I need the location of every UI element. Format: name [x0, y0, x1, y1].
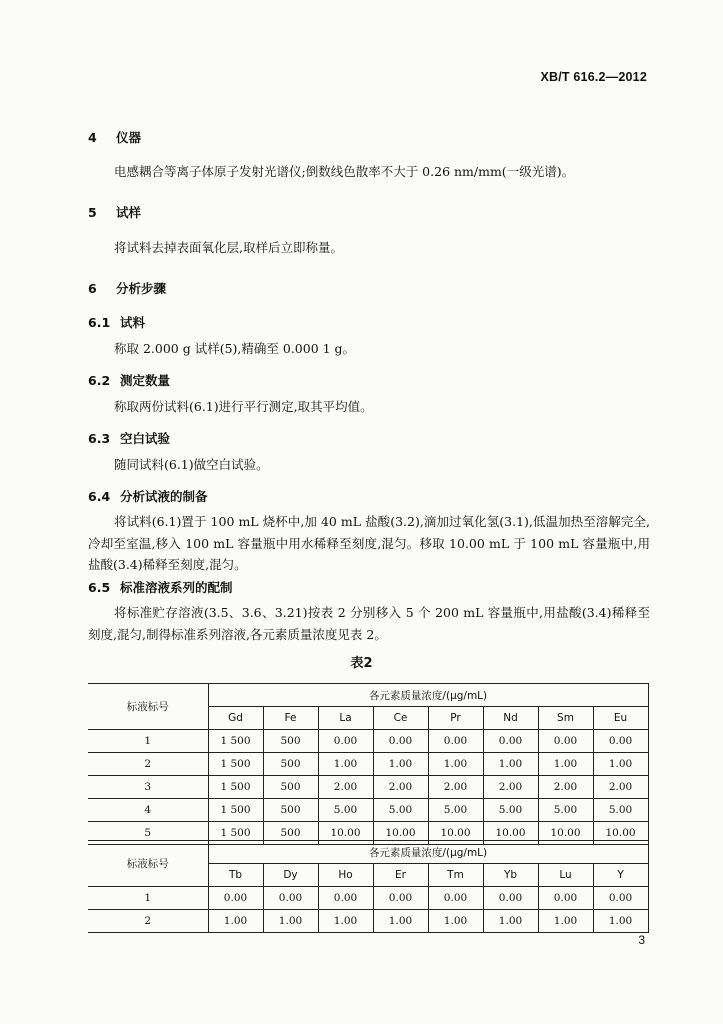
- row-id-cell: 2: [88, 910, 208, 933]
- element-header-cell: Tm: [428, 864, 483, 887]
- value-cell: 1 500: [208, 730, 263, 753]
- page-number: 3: [638, 933, 645, 947]
- section-6-4-text: 将试料(6.1)置于 100 mL 烧杯中,加 40 mL 盐酸(3.2),滴加过氧化氢(3.1),低温加热至溶解完全,冷却至室温,移入 100 mL 容量瓶中用水稀释至刻度,混匀。移取 10.00 mL 于 100 mL 容量瓶中,用盐酸(3.4)稀释至刻度,混匀。: [88, 514, 650, 572]
- table-row: [88, 730, 648, 753]
- value-cell: 1.00: [483, 910, 538, 933]
- section-title: 分析试液的制备: [120, 489, 208, 504]
- table-row: [88, 887, 648, 910]
- section-number: 6.5: [88, 580, 111, 595]
- value-cell: 0.00: [483, 730, 538, 753]
- section-4-text: 电感耦合等离子体原子发射光谱仪;倒数线色散率不大于 0.26 nm/mm(一级光谱)。: [114, 164, 575, 179]
- row-id-cell: 2: [88, 753, 208, 776]
- section-number: 6.1: [88, 315, 111, 330]
- section-6-3-heading: [88, 429, 170, 447]
- element-header-cell: Y: [593, 864, 648, 887]
- element-header-cell: Tb: [208, 864, 263, 887]
- value-cell: 1.00: [538, 753, 593, 776]
- row-header-cell: 标液标号: [88, 684, 208, 730]
- value-cell: 5.00: [538, 799, 593, 822]
- group-header-cell: 各元素质量浓度/(μg/mL): [208, 841, 648, 864]
- section-title: 空白试验: [120, 431, 171, 446]
- value-cell: 1.00: [318, 910, 373, 933]
- section-title: 试样: [116, 205, 142, 220]
- value-cell: 5.00: [373, 799, 428, 822]
- value-cell: 2.00: [483, 776, 538, 799]
- value-cell: 2.00: [538, 776, 593, 799]
- element-header-cell: Er: [373, 864, 428, 887]
- section-number: 6.2: [88, 373, 111, 388]
- value-cell: 10.00: [593, 822, 648, 845]
- value-cell: 500: [263, 822, 318, 845]
- element-header-cell: Yb: [483, 864, 538, 887]
- value-cell: 0.00: [538, 730, 593, 753]
- value-cell: 0.00: [593, 887, 648, 910]
- value-cell: 10.00: [428, 822, 483, 845]
- section-5-text: 将试料去掉表面氧化层,取样后立即称量。: [114, 240, 343, 255]
- element-header-cell: La: [318, 707, 373, 730]
- value-cell: 5.00: [593, 799, 648, 822]
- table-row: [88, 910, 648, 933]
- section-number: 6.4: [88, 489, 111, 504]
- value-cell: 1.00: [483, 753, 538, 776]
- value-cell: 1.00: [593, 753, 648, 776]
- section-6-5-text: 将标准贮存溶液(3.5、3.6、3.21)按表 2 分别移入 5 个 200 mL 容量瓶中,用盐酸(3.4)稀释至刻度,混匀,制得标准系列溶液,各元素质量浓度见表 2。: [88, 605, 650, 642]
- value-cell: 500: [263, 730, 318, 753]
- section-number: 4: [88, 130, 97, 145]
- value-cell: 0.00: [318, 887, 373, 910]
- value-cell: 0.00: [208, 887, 263, 910]
- value-cell: 1.00: [318, 753, 373, 776]
- value-cell: 5.00: [318, 799, 373, 822]
- section-number: 6.3: [88, 431, 111, 446]
- value-cell: 500: [263, 776, 318, 799]
- table-caption: 表2: [350, 656, 373, 671]
- value-cell: 1 500: [208, 822, 263, 845]
- section-6-heading: [88, 279, 166, 297]
- value-cell: 1.00: [428, 753, 483, 776]
- value-cell: 0.00: [318, 730, 373, 753]
- section-6-5-heading: [88, 578, 233, 596]
- value-cell: 0.00: [428, 887, 483, 910]
- element-header-cell: Fe: [263, 707, 318, 730]
- row-header-cell: 标液标号: [88, 841, 208, 887]
- value-cell: 1.00: [263, 910, 318, 933]
- value-cell: 2.00: [318, 776, 373, 799]
- group-header-cell: 各元素质量浓度/(μg/mL): [208, 684, 648, 707]
- value-cell: 1 500: [208, 776, 263, 799]
- value-cell: 500: [263, 799, 318, 822]
- value-cell: 10.00: [318, 822, 373, 845]
- value-cell: 0.00: [263, 887, 318, 910]
- concentration-table-part-2: [88, 840, 649, 933]
- row-id-cell: 3: [88, 776, 208, 799]
- value-cell: 1.00: [538, 910, 593, 933]
- document-code: XB/T 616.2—2012: [540, 70, 647, 84]
- section-6-2-heading: [88, 371, 170, 389]
- value-cell: 2.00: [593, 776, 648, 799]
- element-header-cell: Ce: [373, 707, 428, 730]
- value-cell: 0.00: [373, 730, 428, 753]
- section-6-4-heading: [88, 487, 208, 505]
- concentration-table-part-1: [88, 683, 649, 845]
- value-cell: 5.00: [428, 799, 483, 822]
- value-cell: 0.00: [428, 730, 483, 753]
- element-header-cell: Gd: [208, 707, 263, 730]
- value-cell: 10.00: [538, 822, 593, 845]
- section-title: 分析步骤: [116, 281, 167, 296]
- value-cell: 1.00: [373, 753, 428, 776]
- value-cell: 500: [263, 753, 318, 776]
- section-6-3-text: 随同试料(6.1)做空白试验。: [114, 457, 269, 472]
- section-number: 5: [88, 205, 97, 220]
- element-header-cell: Ho: [318, 864, 373, 887]
- section-6-1-text: 称取 2.000 g 试样(5),精确至 0.000 1 g。: [114, 341, 356, 356]
- row-id-cell: 5: [88, 822, 208, 845]
- section-title: 试料: [120, 315, 146, 330]
- section-6-2-text: 称取两份试料(6.1)进行平行测定,取其平均值。: [114, 399, 373, 414]
- element-header-cell: Sm: [538, 707, 593, 730]
- section-number: 6: [88, 281, 97, 296]
- table-row: [88, 776, 648, 799]
- value-cell: 2.00: [428, 776, 483, 799]
- element-header-cell: Nd: [483, 707, 538, 730]
- value-cell: 1 500: [208, 799, 263, 822]
- value-cell: 0.00: [593, 730, 648, 753]
- row-id-cell: 1: [88, 730, 208, 753]
- section-6-1-heading: [88, 313, 145, 331]
- value-cell: 5.00: [483, 799, 538, 822]
- table-row: [88, 753, 648, 776]
- value-cell: 0.00: [538, 887, 593, 910]
- value-cell: 1 500: [208, 753, 263, 776]
- element-header-cell: Pr: [428, 707, 483, 730]
- row-id-cell: 1: [88, 887, 208, 910]
- section-title: 标准溶液系列的配制: [120, 580, 233, 595]
- value-cell: 10.00: [483, 822, 538, 845]
- element-header-cell: Eu: [593, 707, 648, 730]
- row-id-cell: 4: [88, 799, 208, 822]
- value-cell: 2.00: [373, 776, 428, 799]
- section-title: 测定数量: [120, 373, 171, 388]
- element-header-cell: Lu: [538, 864, 593, 887]
- value-cell: 1.00: [593, 910, 648, 933]
- value-cell: 0.00: [483, 887, 538, 910]
- section-5-heading: [88, 203, 141, 221]
- value-cell: 1.00: [208, 910, 263, 933]
- value-cell: 0.00: [373, 887, 428, 910]
- table-row: [88, 799, 648, 822]
- section-title: 仪器: [116, 130, 142, 145]
- value-cell: 1.00: [428, 910, 483, 933]
- section-4-heading: [88, 128, 141, 146]
- value-cell: 10.00: [373, 822, 428, 845]
- element-header-cell: Dy: [263, 864, 318, 887]
- value-cell: 1.00: [373, 910, 428, 933]
